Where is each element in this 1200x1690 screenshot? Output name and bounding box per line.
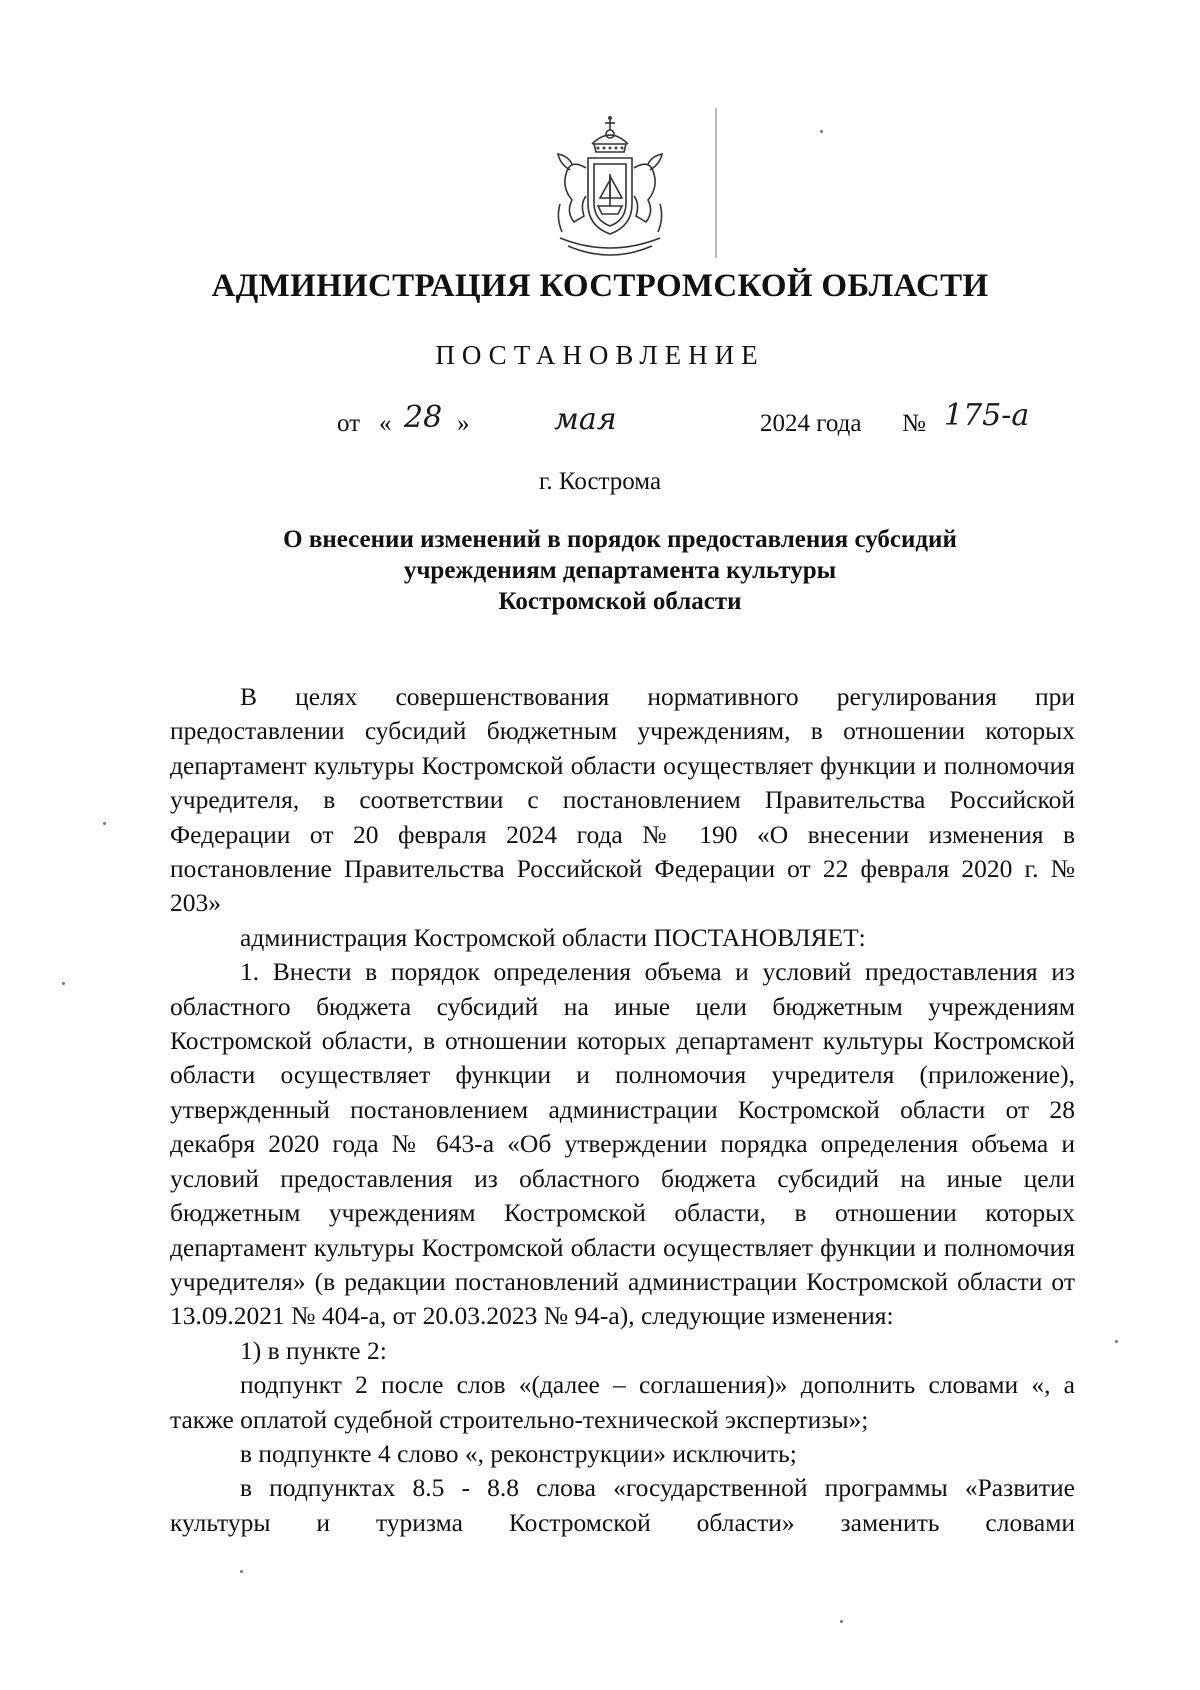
scan-speck [840,1620,843,1623]
date-year: 2024 года [760,410,862,437]
paragraph-preamble: В целях совершенствования нормативного регулирования при предоставлении субсидий бюджетным учреждениям, в отношении которых департамент культуры Костромской области осуществляет функции и полномочия учредителя, в соответствии с постановлением Правительства Российской Федерации от 20 февраля 2024 года № 190 «О внесении изменения в постановление Правительства Российской Федерации от 22 февраля 2020 г. № 203» [170,682,1075,918]
scan-speck [240,1570,243,1573]
document-type: ПОСТАНОВЛЕНИЕ [435,340,765,370]
title-line-3: Костромской области [498,588,742,615]
handwritten-day: 28 [404,400,443,435]
city-name: г. Кострома [538,468,662,495]
title-line-2: учреждениям департамента культуры [403,557,837,584]
paragraph-subpoints-8: в подпунктах 8.5 - 8.8 слова «государственной программы «Развитие культуры и туризма Костромской области» заменить словами [170,1473,1075,1537]
handwritten-number: 175-а [944,398,1030,433]
scan-speck [820,130,823,133]
date-quote-close: » [457,410,470,437]
scan-speck [103,822,106,825]
number-sign: № [902,410,926,437]
scan-speck [1115,1340,1118,1343]
document-title [170,524,1070,617]
date-prefix: от [337,410,361,437]
coat-of-arms-icon [540,108,680,268]
paragraph-subpoint-2: подпункт 2 после слов «(далее – соглашения)» дополнить словами «, а также оплатой судебной строительно-технической экспертизы»; [170,1370,1075,1434]
scan-artifact-line [715,108,717,258]
organization-name: АДМИНИСТРАЦИЯ КОСТРОМСКОЙ ОБЛАСТИ [211,268,989,304]
title-line-1: О внесении изменений в порядок предоставления субсидий [283,526,957,553]
paragraph-item-1: 1. Внести в порядок определения объема и условий предоставления из областного бюджета субсидий на иные цели бюджетным учреждениям Костромской области, в отношении которых департамент культуры Костромской области осуществляет функции и полномочия учредителя (приложение), утвержденный постановлением администрации Костромской области от 28 декабря 2020 года № 643-а «Об утверждении порядка определения объема и условий предоставления из областного бюджета субсидий на иные цели бюджетным учреждениям Костромской области, в отношении которых департамент культуры Костромской области осуществляет функции и полномочия учредителя» (в редакции постановлений администрации Костромской области от 13.09.2021 № 404-а, от 20.03.2023 № 94-а), следующие изменения: [170,957,1075,1331]
scan-speck [62,982,65,985]
paragraph-subpoint-4: в подпункте 4 слово «, реконструкции» исключить; [240,1438,797,1468]
paragraph-resolves: администрация Костромской области ПОСТАНОВЛЯЕТ: [240,922,866,952]
document-body [170,680,1075,1540]
paragraph-subitem-1: 1) в пункте 2: [240,1335,387,1365]
date-line [0,398,1200,446]
date-quote-open: « [379,410,392,437]
handwritten-month: мая [554,402,617,437]
